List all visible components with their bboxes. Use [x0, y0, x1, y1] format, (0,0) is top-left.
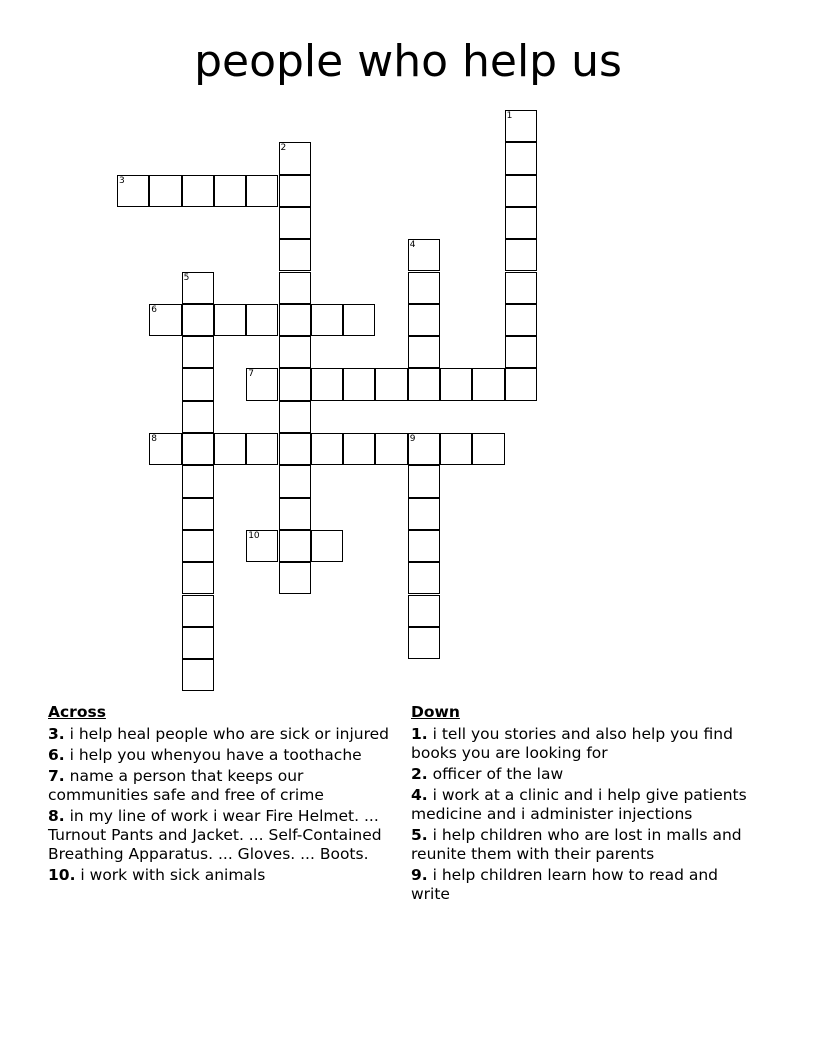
grid-cell[interactable]: [408, 530, 440, 562]
grid-cell[interactable]: [182, 368, 214, 400]
grid-cell[interactable]: [505, 368, 537, 400]
across-clue: [48, 746, 398, 765]
clue-text: i tell you stories and also help you find books you are looking for: [411, 725, 733, 762]
grid-cell[interactable]: [408, 336, 440, 368]
clue-number: 9.: [411, 866, 428, 884]
grid-cell[interactable]: [505, 304, 537, 336]
cell-number: 5: [183, 272, 190, 283]
grid-cell[interactable]: [279, 530, 311, 562]
across-clue: [48, 866, 398, 885]
grid-cell[interactable]: [279, 175, 311, 207]
clue-text: i help you whenyou have a toothache: [69, 746, 362, 764]
down-clue: [411, 786, 761, 824]
grid-cell[interactable]: [182, 595, 214, 627]
cell-number: 7: [248, 369, 254, 380]
grid-cell[interactable]: [182, 433, 214, 465]
grid-cell[interactable]: [279, 433, 311, 465]
grid-cell[interactable]: [408, 498, 440, 530]
cell-number: 10: [248, 530, 260, 541]
grid-cell[interactable]: [149, 433, 181, 465]
grid-cell[interactable]: [311, 530, 343, 562]
cell-number: 4: [409, 240, 416, 251]
down-heading: Down: [411, 703, 460, 721]
down-clue: [411, 725, 761, 763]
grid-cell[interactable]: [117, 175, 149, 207]
grid-cell[interactable]: [408, 304, 440, 336]
grid-cell[interactable]: [246, 433, 278, 465]
cell-number: 8: [151, 434, 158, 444]
grid-cell[interactable]: [279, 239, 311, 271]
grid-cell[interactable]: [279, 142, 311, 174]
across-clues: [48, 703, 398, 887]
grid-cell[interactable]: [375, 368, 407, 400]
cell-number: 9: [409, 434, 416, 444]
grid-cell[interactable]: [149, 175, 181, 207]
clue-text: name a person that keeps our communities safe and free of crime: [48, 767, 324, 804]
grid-cell[interactable]: [311, 433, 343, 465]
grid-cell[interactable]: [408, 239, 440, 271]
grid-cell[interactable]: [182, 401, 214, 433]
grid-cell[interactable]: [246, 368, 278, 400]
across-clue: [48, 725, 398, 744]
clue-text: i work at a clinic and i help give patients medicine and i administer injections: [411, 786, 747, 823]
grid-cell[interactable]: [343, 304, 375, 336]
grid-cell[interactable]: [246, 304, 278, 336]
grid-cell[interactable]: [214, 304, 246, 336]
grid-cell[interactable]: [182, 175, 214, 207]
grid-cell[interactable]: [343, 433, 375, 465]
grid-cell[interactable]: [440, 368, 472, 400]
cell-number: 2: [280, 143, 287, 154]
grid-cell[interactable]: [408, 272, 440, 304]
grid-cell[interactable]: [408, 465, 440, 497]
grid-cell[interactable]: [343, 368, 375, 400]
grid-cell[interactable]: [182, 336, 214, 368]
clue-number: 7.: [48, 767, 65, 785]
grid-cell[interactable]: [182, 304, 214, 336]
grid-cell[interactable]: [311, 368, 343, 400]
down-clue: [411, 866, 761, 904]
grid-cell[interactable]: [214, 175, 246, 207]
grid-cell[interactable]: [505, 239, 537, 271]
clue-number: 4.: [411, 786, 428, 804]
grid-cell[interactable]: [246, 530, 278, 562]
clue-number: 10.: [48, 866, 76, 884]
grid-cell[interactable]: [182, 562, 214, 594]
clue-text: i help heal people who are sick or injured: [69, 725, 390, 743]
grid-cell[interactable]: [505, 110, 537, 142]
grid-cell[interactable]: [214, 433, 246, 465]
grid-cell[interactable]: [246, 175, 278, 207]
grid-cell[interactable]: [279, 498, 311, 530]
clue-number: 5.: [411, 826, 428, 844]
across-clue: [48, 807, 398, 864]
down-clue: [411, 826, 761, 864]
clue-number: 1.: [411, 725, 428, 743]
clue-text: i work with sick animals: [80, 866, 266, 884]
grid-cell[interactable]: [408, 562, 440, 594]
grid-cell[interactable]: [182, 465, 214, 497]
grid-cell[interactable]: [182, 498, 214, 530]
cell-number: 3: [119, 175, 125, 186]
clue-number: 8.: [48, 807, 65, 825]
grid-cell[interactable]: [375, 433, 407, 465]
clue-number: 2.: [411, 765, 428, 783]
grid-cell[interactable]: [182, 530, 214, 562]
grid-cell[interactable]: [505, 142, 537, 174]
across-clue: [48, 767, 398, 805]
grid-cell[interactable]: [279, 401, 311, 433]
grid-cell[interactable]: [505, 175, 537, 207]
cell-number: 6: [151, 304, 158, 315]
clue-text: in my line of work i wear Fire Helmet. ... Turnout Pants and Jacket. ... Self-Contained Breathing Apparatus. ... Gloves. ... Boots.: [48, 807, 382, 863]
grid-cell[interactable]: [311, 304, 343, 336]
grid-cell[interactable]: [279, 465, 311, 497]
page-title: people who help us: [194, 36, 622, 87]
grid-cell[interactable]: [182, 627, 214, 659]
grid-cell[interactable]: [505, 207, 537, 239]
grid-cell[interactable]: [182, 659, 214, 691]
clue-text: i help children learn how to read and write: [411, 866, 718, 903]
grid-cell[interactable]: [279, 304, 311, 336]
clue-number: 6.: [48, 746, 65, 764]
clue-text: i help children who are lost in malls and reunite them with their parents: [411, 826, 742, 863]
grid-cell[interactable]: [279, 336, 311, 368]
grid-cell[interactable]: [279, 368, 311, 400]
grid-cell[interactable]: [408, 433, 440, 465]
grid-cell[interactable]: [472, 368, 504, 400]
grid-cell[interactable]: [279, 562, 311, 594]
grid-cell[interactable]: [472, 433, 504, 465]
grid-cell[interactable]: [149, 304, 181, 336]
across-heading: Across: [48, 703, 106, 721]
down-clues: [411, 703, 761, 906]
grid-cell[interactable]: [505, 272, 537, 304]
clue-number: 3.: [48, 725, 65, 743]
grid-cell[interactable]: [440, 433, 472, 465]
grid-cell[interactable]: [279, 207, 311, 239]
grid-cell[interactable]: [279, 272, 311, 304]
grid-cell[interactable]: [408, 627, 440, 659]
grid-cell[interactable]: [505, 336, 537, 368]
down-clue: [411, 765, 761, 784]
grid-cell[interactable]: [182, 272, 214, 304]
clue-text: officer of the law: [432, 765, 564, 783]
cell-number: 1: [506, 111, 513, 121]
grid-cell[interactable]: [408, 595, 440, 627]
grid-cell[interactable]: [408, 368, 440, 400]
